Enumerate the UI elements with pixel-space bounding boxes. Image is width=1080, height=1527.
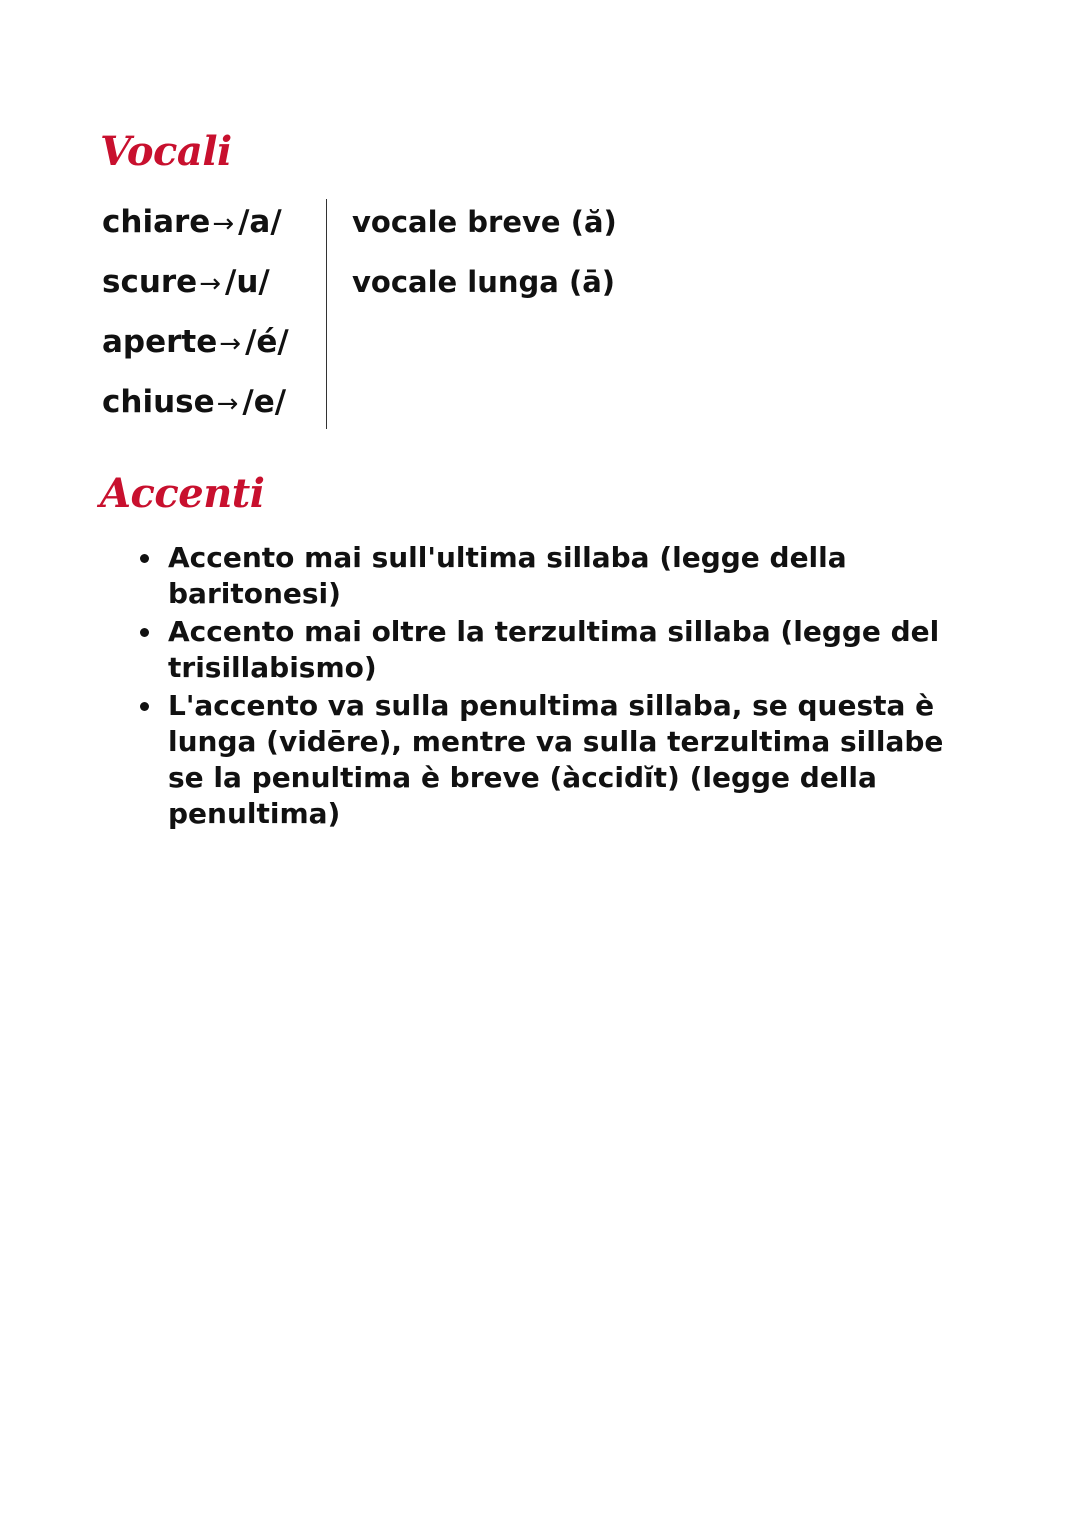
list-item (168, 540, 958, 612)
arrow-right-icon: → (219, 329, 242, 359)
vowel-type-value: /e/ (242, 384, 287, 420)
vowel-type-item (102, 376, 322, 436)
arrow-right-icon: → (216, 389, 239, 419)
vowel-type-value: /é/ (245, 324, 289, 360)
column-divider (326, 199, 327, 429)
vowel-types-list (102, 196, 322, 436)
vowel-length-item: vocale breve (ă) (352, 205, 617, 239)
vowel-length-list (352, 196, 752, 316)
list-item (168, 688, 958, 832)
list-item (168, 614, 958, 686)
vowel-type-value: /a/ (238, 204, 282, 240)
accent-rules-list (168, 540, 958, 834)
vowel-type-label: chiare (102, 204, 211, 240)
accent-rule-text: Accento mai oltre la terzultima sillaba (legge del trisillabismo) (168, 615, 940, 684)
vowel-type-item (102, 316, 322, 376)
bullet-icon (140, 554, 149, 563)
vowel-type-label: chiuse (102, 384, 215, 420)
accent-rule-text: L'accento va sulla penultima sillaba, se questa è lunga (vidēre), mentre va sulla terzultima sillabe se la penultima è breve (àccidĭt) (legge della penultima) (168, 689, 944, 830)
bullet-icon (140, 702, 149, 711)
heading-vocali: Vocali (100, 128, 232, 175)
bullet-icon (140, 628, 149, 637)
vowel-type-label: scure (102, 264, 198, 300)
arrow-right-icon: → (199, 269, 222, 299)
accent-rule-text: Accento mai sull'ultima sillaba (legge della baritonesi) (168, 541, 847, 610)
vowel-type-item (102, 256, 322, 316)
vowel-type-value: /u/ (225, 264, 270, 300)
heading-accenti: Accenti (100, 470, 265, 517)
vowel-type-item (102, 196, 322, 256)
arrow-right-icon: → (212, 209, 235, 239)
vowel-type-label: aperte (102, 324, 218, 360)
vowel-length-item: vocale lunga (ā) (352, 265, 616, 299)
